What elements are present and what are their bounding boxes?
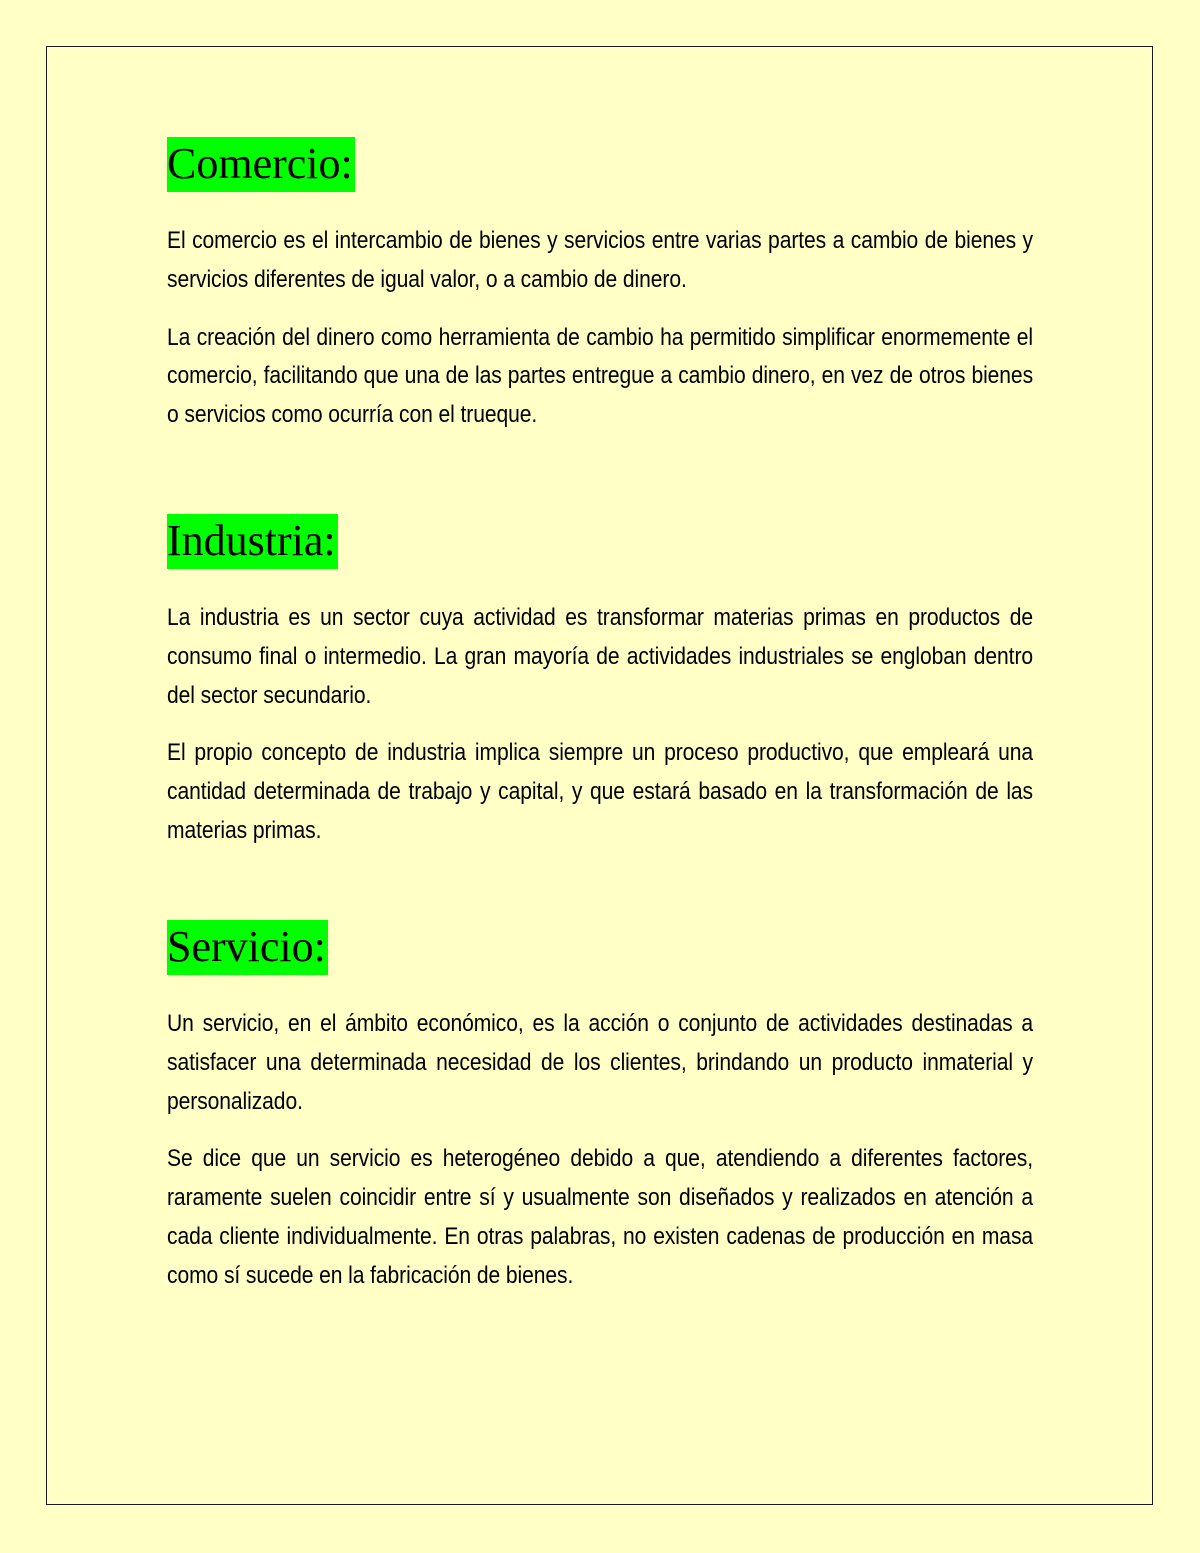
paragraph: El propio concepto de industria implica siempre un proceso productivo, que empleará una cantidad determinada de trabajo y capital, y que estará basado en la transformación de las materias primas. — [167, 739, 1034, 844]
heading-comercio: Comercio: — [167, 137, 355, 192]
heading-industria: Industria: — [167, 514, 338, 569]
paragraph: Se dice que un servicio es heterogéneo debido a que, atendiendo a diferentes factores, raramente suelen coincidir entre sí y usualmente son diseñados y realizados en atención a cada cliente individualmente. En otras palabras, no existen cadenas de producción en masa como sí sucede en la fabricación de bienes. — [167, 1145, 1034, 1289]
paragraph: La creación del dinero como herramienta de cambio ha permitido simplificar enormemente el comercio, facilitando que una de las partes entregue a cambio dinero, en vez de otros bienes o servicios como ocurría con el trueque. — [167, 323, 1034, 429]
section-industria — [167, 514, 1033, 870]
heading-servicio: Servicio: — [167, 920, 328, 975]
paragraph: El comercio es el intercambio de bienes y servicios entre varias partes a cambio de bienes y servicios diferentes de igual valor, o a cambio de dinero. — [167, 227, 1034, 293]
paragraph: Un servicio, en el ámbito económico, es la acción o conjunto de actividades destinadas a satisfacer una determinada necesidad de los clientes, brindando un producto inmaterial y personalizado. — [167, 1010, 1034, 1115]
section-servicio — [167, 920, 1033, 1315]
paragraph: La industria es un sector cuya actividad es transformar materias primas en productos de consumo final o intermedio. La gran mayoría de actividades industriales se engloban dentro del sector secundario. — [167, 604, 1034, 709]
section-comercio — [167, 137, 1033, 454]
